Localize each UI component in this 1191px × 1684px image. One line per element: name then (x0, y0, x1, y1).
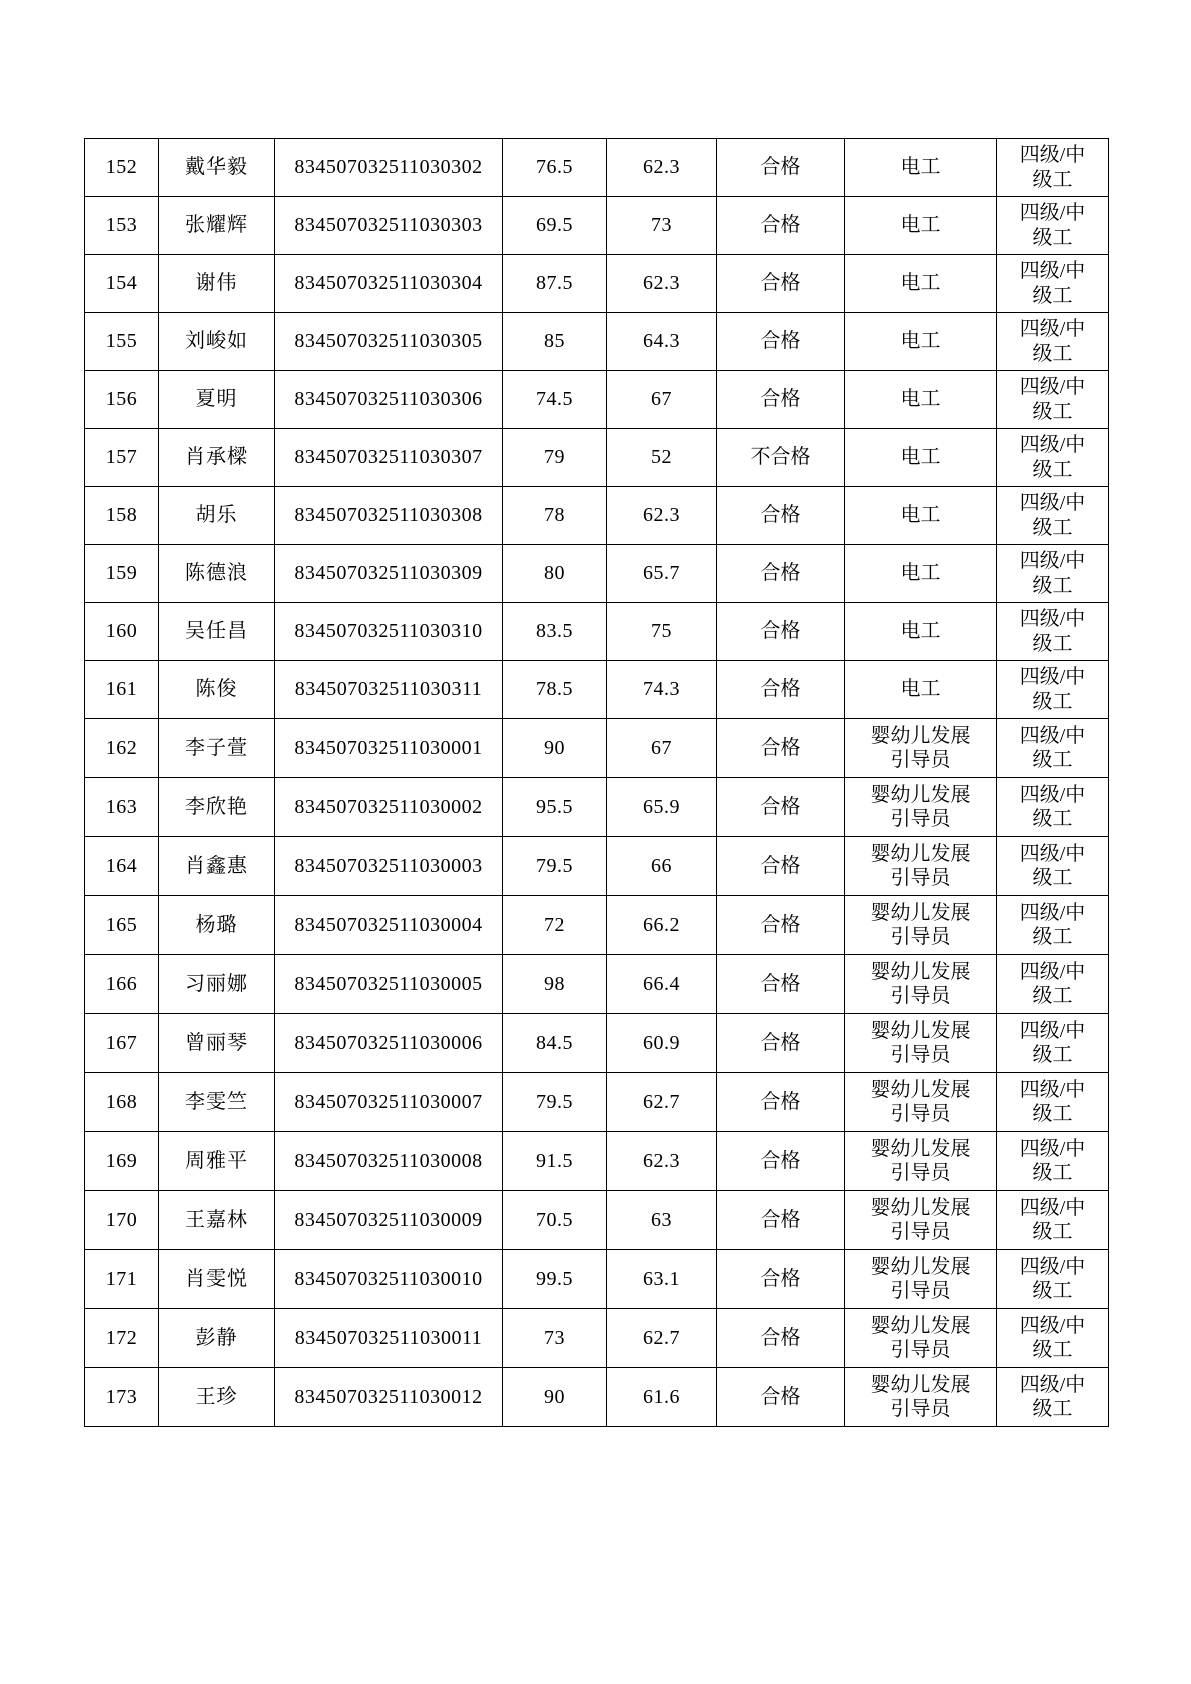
cell-level (997, 837, 1109, 896)
cell-theory-score: 72 (503, 896, 607, 955)
cell-serial-number: 164 (85, 837, 159, 896)
results-table (84, 138, 1109, 1427)
cell-result: 合格 (717, 139, 845, 197)
occupation-line-2: 引导员 (890, 808, 951, 830)
cell-candidate-name: 王珍 (159, 1368, 275, 1427)
cell-level (997, 1309, 1109, 1368)
cell-level (997, 603, 1109, 661)
cell-result: 合格 (717, 197, 845, 255)
cell-serial-number: 168 (85, 1073, 159, 1132)
cell-serial-number: 154 (85, 255, 159, 313)
cell-skill-score: 73 (607, 197, 717, 255)
table-row (85, 1250, 1109, 1309)
level-line-1: 四级/中 (1019, 960, 1086, 983)
cell-candidate-name: 李子萱 (159, 719, 275, 778)
cell-skill-score: 66.2 (607, 896, 717, 955)
cell-serial-number: 162 (85, 719, 159, 778)
cell-theory-score: 69.5 (503, 197, 607, 255)
cell-skill-score: 66 (607, 837, 717, 896)
level-line-1: 四级/中 (1019, 434, 1086, 457)
cell-level (997, 139, 1109, 197)
cell-occupation: 电工 (845, 429, 997, 487)
level-line-2: 级工 (1032, 1280, 1073, 1302)
level-line-2: 级工 (1032, 749, 1073, 771)
cell-level (997, 1132, 1109, 1191)
level-line-1: 四级/中 (1019, 260, 1086, 283)
cell-certificate-id: 834507032511030006 (275, 1014, 503, 1073)
cell-serial-number: 159 (85, 545, 159, 603)
cell-certificate-id: 834507032511030305 (275, 313, 503, 371)
cell-theory-score: 79.5 (503, 837, 607, 896)
table-row (85, 955, 1109, 1014)
cell-level (997, 487, 1109, 545)
cell-skill-score: 74.3 (607, 661, 717, 719)
table-row (85, 896, 1109, 955)
cell-occupation: 电工 (845, 545, 997, 603)
table-row (85, 197, 1109, 255)
occupation-line-2: 引导员 (890, 1398, 951, 1420)
cell-certificate-id: 834507032511030005 (275, 955, 503, 1014)
occupation-line-1: 婴幼儿发展 (870, 1373, 971, 1396)
cell-candidate-name: 曾丽琴 (159, 1014, 275, 1073)
cell-certificate-id: 834507032511030011 (275, 1309, 503, 1368)
table-row (85, 837, 1109, 896)
cell-skill-score: 62.3 (607, 139, 717, 197)
cell-skill-score: 67 (607, 719, 717, 778)
level-line-1: 四级/中 (1019, 1255, 1086, 1278)
level-line-2: 级工 (1032, 1103, 1073, 1125)
cell-occupation: 电工 (845, 139, 997, 197)
results-table-wrap (84, 138, 1108, 1427)
cell-theory-score: 79 (503, 429, 607, 487)
cell-result: 合格 (717, 1191, 845, 1250)
occupation-line-1: 婴幼儿发展 (870, 1255, 971, 1278)
cell-theory-score: 99.5 (503, 1250, 607, 1309)
cell-candidate-name: 李欣艳 (159, 778, 275, 837)
cell-occupation (845, 778, 997, 837)
cell-level (997, 545, 1109, 603)
cell-certificate-id: 834507032511030309 (275, 545, 503, 603)
cell-certificate-id: 834507032511030004 (275, 896, 503, 955)
level-line-2: 级工 (1032, 632, 1073, 655)
level-line-2: 级工 (1032, 1221, 1073, 1243)
cell-occupation (845, 1073, 997, 1132)
cell-result: 合格 (717, 1368, 845, 1427)
cell-occupation (845, 1250, 997, 1309)
cell-result: 合格 (717, 313, 845, 371)
cell-certificate-id: 834507032511030001 (275, 719, 503, 778)
level-line-2: 级工 (1032, 926, 1073, 948)
cell-skill-score: 65.7 (607, 545, 717, 603)
cell-level (997, 429, 1109, 487)
cell-serial-number: 156 (85, 371, 159, 429)
table-row (85, 139, 1109, 197)
cell-candidate-name: 李雯竺 (159, 1073, 275, 1132)
cell-level (997, 896, 1109, 955)
level-line-1: 四级/中 (1019, 1373, 1086, 1396)
results-table-body (85, 139, 1109, 1427)
occupation-line-1: 婴幼儿发展 (870, 842, 971, 865)
cell-level (997, 661, 1109, 719)
cell-level (997, 1073, 1109, 1132)
cell-candidate-name: 谢伟 (159, 255, 275, 313)
table-row (85, 255, 1109, 313)
level-line-2: 级工 (1032, 1044, 1073, 1066)
occupation-line-1: 婴幼儿发展 (870, 901, 971, 924)
cell-result: 合格 (717, 545, 845, 603)
cell-skill-score: 64.3 (607, 313, 717, 371)
cell-skill-score: 67 (607, 371, 717, 429)
level-line-1: 四级/中 (1019, 608, 1086, 631)
cell-theory-score: 85 (503, 313, 607, 371)
cell-candidate-name: 杨璐 (159, 896, 275, 955)
level-line-2: 级工 (1032, 458, 1073, 481)
level-line-2: 级工 (1032, 284, 1073, 307)
level-line-2: 级工 (1032, 867, 1073, 889)
table-row (85, 719, 1109, 778)
table-row (85, 1191, 1109, 1250)
level-line-1: 四级/中 (1019, 724, 1086, 747)
cell-result: 合格 (717, 661, 845, 719)
level-line-1: 四级/中 (1019, 550, 1086, 573)
cell-level (997, 255, 1109, 313)
cell-theory-score: 95.5 (503, 778, 607, 837)
cell-serial-number: 165 (85, 896, 159, 955)
cell-certificate-id: 834507032511030007 (275, 1073, 503, 1132)
cell-theory-score: 73 (503, 1309, 607, 1368)
cell-skill-score: 62.3 (607, 255, 717, 313)
level-line-1: 四级/中 (1019, 842, 1086, 865)
cell-serial-number: 157 (85, 429, 159, 487)
cell-skill-score: 66.4 (607, 955, 717, 1014)
cell-candidate-name: 肖雯悦 (159, 1250, 275, 1309)
level-line-1: 四级/中 (1019, 1196, 1086, 1219)
cell-occupation (845, 1191, 997, 1250)
cell-level (997, 1014, 1109, 1073)
cell-skill-score: 52 (607, 429, 717, 487)
cell-candidate-name: 习丽娜 (159, 955, 275, 1014)
cell-level (997, 719, 1109, 778)
occupation-line-2: 引导员 (890, 1339, 951, 1361)
cell-occupation (845, 1014, 997, 1073)
cell-candidate-name: 戴华毅 (159, 139, 275, 197)
cell-theory-score: 79.5 (503, 1073, 607, 1132)
occupation-line-2: 引导员 (890, 985, 951, 1007)
cell-theory-score: 76.5 (503, 139, 607, 197)
cell-serial-number: 171 (85, 1250, 159, 1309)
cell-level (997, 1191, 1109, 1250)
cell-skill-score: 65.9 (607, 778, 717, 837)
cell-level (997, 371, 1109, 429)
level-line-1: 四级/中 (1019, 376, 1086, 399)
occupation-line-1: 婴幼儿发展 (870, 1019, 971, 1042)
cell-serial-number: 169 (85, 1132, 159, 1191)
occupation-line-1: 婴幼儿发展 (870, 1078, 971, 1101)
level-line-2: 级工 (1032, 400, 1073, 423)
level-line-2: 级工 (1032, 985, 1073, 1007)
occupation-line-2: 引导员 (890, 926, 951, 948)
table-row (85, 313, 1109, 371)
cell-candidate-name: 肖鑫惠 (159, 837, 275, 896)
cell-serial-number: 166 (85, 955, 159, 1014)
cell-result: 合格 (717, 778, 845, 837)
cell-candidate-name: 彭静 (159, 1309, 275, 1368)
cell-occupation: 电工 (845, 661, 997, 719)
cell-occupation: 电工 (845, 313, 997, 371)
cell-certificate-id: 834507032511030311 (275, 661, 503, 719)
level-line-1: 四级/中 (1019, 202, 1086, 225)
cell-result: 合格 (717, 719, 845, 778)
cell-skill-score: 60.9 (607, 1014, 717, 1073)
cell-level (997, 1250, 1109, 1309)
cell-candidate-name: 周雅平 (159, 1132, 275, 1191)
cell-certificate-id: 834507032511030010 (275, 1250, 503, 1309)
level-line-1: 四级/中 (1019, 1019, 1086, 1042)
cell-level (997, 1368, 1109, 1427)
cell-occupation: 电工 (845, 197, 997, 255)
cell-theory-score: 91.5 (503, 1132, 607, 1191)
level-line-2: 级工 (1032, 342, 1073, 365)
cell-result: 合格 (717, 255, 845, 313)
level-line-2: 级工 (1032, 808, 1073, 830)
cell-serial-number: 172 (85, 1309, 159, 1368)
cell-occupation: 电工 (845, 255, 997, 313)
cell-candidate-name: 肖承樑 (159, 429, 275, 487)
cell-skill-score: 62.7 (607, 1073, 717, 1132)
table-row (85, 545, 1109, 603)
cell-theory-score: 87.5 (503, 255, 607, 313)
cell-candidate-name: 陈德浪 (159, 545, 275, 603)
cell-serial-number: 161 (85, 661, 159, 719)
occupation-line-2: 引导员 (890, 749, 951, 771)
table-row (85, 1309, 1109, 1368)
level-line-2: 级工 (1032, 690, 1073, 713)
occupation-line-2: 引导员 (890, 867, 951, 889)
level-line-2: 级工 (1032, 226, 1073, 249)
level-line-1: 四级/中 (1019, 492, 1086, 515)
occupation-line-2: 引导员 (890, 1162, 951, 1184)
level-line-1: 四级/中 (1019, 1137, 1086, 1160)
table-row (85, 371, 1109, 429)
occupation-line-1: 婴幼儿发展 (870, 724, 971, 747)
level-line-1: 四级/中 (1019, 901, 1086, 924)
table-row (85, 778, 1109, 837)
cell-result: 合格 (717, 371, 845, 429)
cell-candidate-name: 胡乐 (159, 487, 275, 545)
cell-occupation: 电工 (845, 603, 997, 661)
cell-serial-number: 158 (85, 487, 159, 545)
cell-certificate-id: 834507032511030012 (275, 1368, 503, 1427)
cell-occupation (845, 955, 997, 1014)
occupation-line-1: 婴幼儿发展 (870, 1137, 971, 1160)
cell-theory-score: 78 (503, 487, 607, 545)
cell-result: 合格 (717, 955, 845, 1014)
cell-level (997, 313, 1109, 371)
level-line-2: 级工 (1032, 1162, 1073, 1184)
cell-candidate-name: 王嘉林 (159, 1191, 275, 1250)
cell-theory-score: 78.5 (503, 661, 607, 719)
cell-result: 合格 (717, 1014, 845, 1073)
cell-serial-number: 153 (85, 197, 159, 255)
cell-candidate-name: 张耀辉 (159, 197, 275, 255)
cell-occupation: 电工 (845, 487, 997, 545)
level-line-1: 四级/中 (1019, 666, 1086, 689)
cell-level (997, 197, 1109, 255)
cell-skill-score: 63.1 (607, 1250, 717, 1309)
level-line-1: 四级/中 (1019, 783, 1086, 806)
cell-result: 合格 (717, 1073, 845, 1132)
cell-theory-score: 98 (503, 955, 607, 1014)
cell-serial-number: 163 (85, 778, 159, 837)
cell-theory-score: 70.5 (503, 1191, 607, 1250)
cell-occupation (845, 1368, 997, 1427)
cell-certificate-id: 834507032511030002 (275, 778, 503, 837)
cell-theory-score: 90 (503, 1368, 607, 1427)
cell-serial-number: 155 (85, 313, 159, 371)
cell-certificate-id: 834507032511030302 (275, 139, 503, 197)
occupation-line-2: 引导员 (890, 1280, 951, 1302)
cell-result: 合格 (717, 603, 845, 661)
occupation-line-1: 婴幼儿发展 (870, 1314, 971, 1337)
occupation-line-2: 引导员 (890, 1103, 951, 1125)
cell-result: 合格 (717, 896, 845, 955)
cell-occupation: 电工 (845, 371, 997, 429)
cell-result: 合格 (717, 1250, 845, 1309)
cell-certificate-id: 834507032511030303 (275, 197, 503, 255)
cell-level (997, 778, 1109, 837)
cell-theory-score: 84.5 (503, 1014, 607, 1073)
cell-skill-score: 61.6 (607, 1368, 717, 1427)
cell-serial-number: 152 (85, 139, 159, 197)
cell-candidate-name: 陈俊 (159, 661, 275, 719)
cell-candidate-name: 吴任昌 (159, 603, 275, 661)
level-line-1: 四级/中 (1019, 1314, 1086, 1337)
occupation-line-1: 婴幼儿发展 (870, 960, 971, 983)
table-row (85, 1368, 1109, 1427)
cell-skill-score: 62.7 (607, 1309, 717, 1368)
level-line-2: 级工 (1032, 1398, 1073, 1420)
cell-occupation (845, 837, 997, 896)
table-row (85, 487, 1109, 545)
table-row (85, 661, 1109, 719)
cell-occupation (845, 1309, 997, 1368)
table-row (85, 1014, 1109, 1073)
level-line-2: 级工 (1032, 1339, 1073, 1361)
cell-occupation (845, 1132, 997, 1191)
occupation-line-1: 婴幼儿发展 (870, 1196, 971, 1219)
cell-skill-score: 63 (607, 1191, 717, 1250)
cell-certificate-id: 834507032511030003 (275, 837, 503, 896)
cell-certificate-id: 834507032511030009 (275, 1191, 503, 1250)
cell-serial-number: 160 (85, 603, 159, 661)
cell-theory-score: 74.5 (503, 371, 607, 429)
cell-certificate-id: 834507032511030310 (275, 603, 503, 661)
table-row (85, 429, 1109, 487)
cell-result: 合格 (717, 1132, 845, 1191)
level-line-1: 四级/中 (1019, 144, 1086, 167)
cell-certificate-id: 834507032511030307 (275, 429, 503, 487)
cell-occupation (845, 719, 997, 778)
cell-skill-score: 62.3 (607, 487, 717, 545)
cell-occupation (845, 896, 997, 955)
cell-result: 合格 (717, 1309, 845, 1368)
cell-result: 合格 (717, 837, 845, 896)
cell-certificate-id: 834507032511030008 (275, 1132, 503, 1191)
cell-candidate-name: 夏明 (159, 371, 275, 429)
cell-result: 合格 (717, 487, 845, 545)
cell-skill-score: 62.3 (607, 1132, 717, 1191)
cell-result: 不合格 (717, 429, 845, 487)
cell-theory-score: 80 (503, 545, 607, 603)
level-line-2: 级工 (1032, 168, 1073, 191)
table-row (85, 1073, 1109, 1132)
cell-certificate-id: 834507032511030308 (275, 487, 503, 545)
cell-certificate-id: 834507032511030306 (275, 371, 503, 429)
cell-certificate-id: 834507032511030304 (275, 255, 503, 313)
cell-candidate-name: 刘峻如 (159, 313, 275, 371)
occupation-line-2: 引导员 (890, 1044, 951, 1066)
cell-theory-score: 90 (503, 719, 607, 778)
cell-serial-number: 173 (85, 1368, 159, 1427)
level-line-2: 级工 (1032, 516, 1073, 539)
level-line-1: 四级/中 (1019, 1078, 1086, 1101)
table-row (85, 1132, 1109, 1191)
cell-serial-number: 170 (85, 1191, 159, 1250)
table-row (85, 603, 1109, 661)
occupation-line-2: 引导员 (890, 1221, 951, 1243)
level-line-2: 级工 (1032, 574, 1073, 597)
level-line-1: 四级/中 (1019, 318, 1086, 341)
cell-skill-score: 75 (607, 603, 717, 661)
occupation-line-1: 婴幼儿发展 (870, 783, 971, 806)
cell-theory-score: 83.5 (503, 603, 607, 661)
cell-serial-number: 167 (85, 1014, 159, 1073)
cell-level (997, 955, 1109, 1014)
